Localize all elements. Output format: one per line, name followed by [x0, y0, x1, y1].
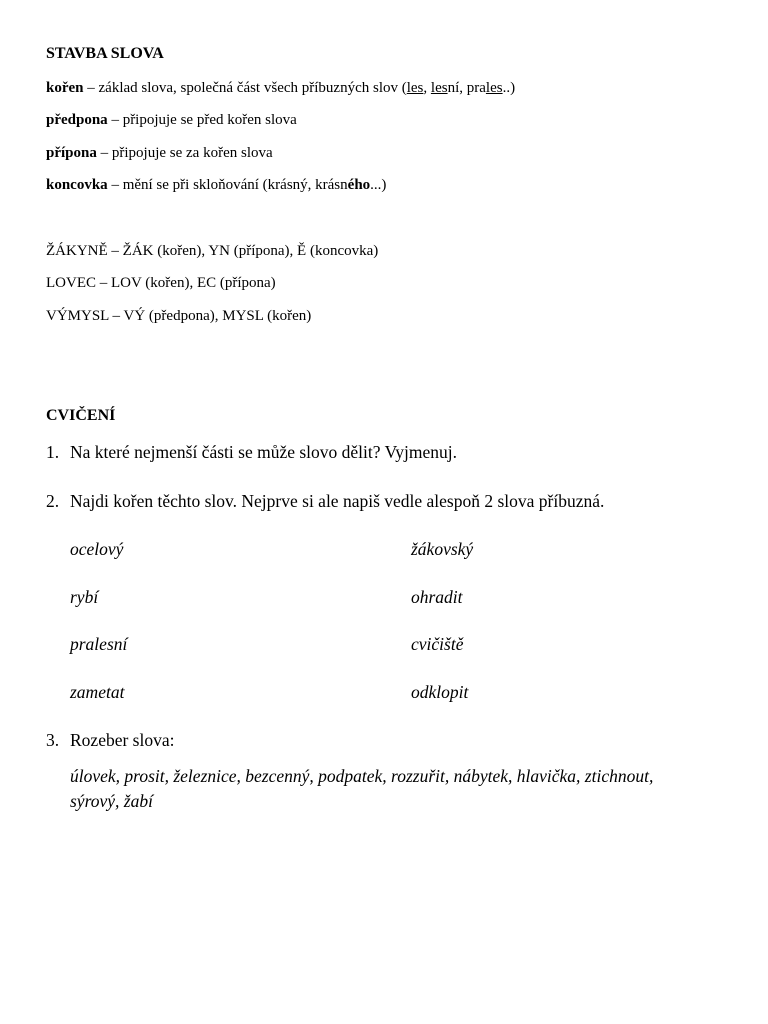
def-end: ...)	[370, 177, 387, 193]
separator: ,	[459, 80, 467, 96]
definition-predpona	[46, 112, 297, 129]
def-text: – připojuje se za kořen slova	[96, 145, 273, 161]
def-end: ..)	[502, 80, 516, 96]
example-prales-root: les	[485, 80, 503, 96]
question-2-text: Najdi kořen těchto slov. Nejprve si ale napiš vedle alespoň 2 slova příbuzná.	[70, 491, 605, 511]
word-item: žákovský	[411, 539, 474, 559]
example-line: ŽÁKYNĚ – ŽÁK (kořen), YN (přípona), Ě (koncovka)	[46, 243, 379, 259]
example-lesni-root: les	[430, 80, 448, 96]
term-pripona: přípona	[46, 145, 97, 161]
definition-koncovka	[46, 177, 386, 194]
definition-pripona	[46, 145, 273, 162]
words-to-analyze-line-1: úlovek, prosit, železnice, bezcenný, podpatek, rozzuřit, nábytek, hlavička, ztichnout,	[70, 766, 654, 786]
page-title: STAVBA SLOVA	[46, 45, 164, 62]
word-item: cvičiště	[411, 634, 464, 654]
example-line: LOVEC – LOV (kořen), EC (přípona)	[46, 275, 276, 291]
term-koren: kořen	[46, 80, 84, 96]
words-to-analyze-line-2: sýrový, žabí	[70, 791, 153, 811]
example-prales-prefix: pra	[466, 80, 486, 96]
question-3-text: Rozeber slova:	[70, 730, 175, 750]
definition-koren	[46, 80, 515, 97]
word-item: odklopit	[411, 682, 469, 702]
def-dash: –	[83, 80, 99, 96]
term-koncovka: koncovka	[46, 177, 108, 193]
example-line: VÝMYSL – VÝ (předpona), MYSL (kořen)	[46, 308, 312, 324]
word-item: ohradit	[411, 587, 463, 607]
question-number: 1.	[46, 442, 60, 462]
word-item: ocelový	[70, 539, 124, 559]
def-text: základ slova, společná část všech příbuzných slov (	[98, 80, 407, 96]
word-item: rybí	[70, 587, 99, 607]
question-1-text: Na které nejmenší části se může slovo dělit? Vyjmenuj.	[70, 442, 458, 462]
word-item: pralesní	[70, 634, 128, 654]
example-lesni-rest: ní	[447, 80, 460, 96]
question-number: 3.	[46, 730, 60, 750]
exercise-heading: CVIČENÍ	[46, 407, 116, 424]
def-text: – mění se při skloňování (krásný, krásn	[107, 177, 348, 193]
bold-ending: ého	[347, 177, 371, 193]
separator: ,	[423, 80, 431, 96]
question-number: 2.	[46, 491, 60, 511]
example-les: les	[406, 80, 424, 96]
word-item: zametat	[70, 682, 125, 702]
term-predpona: předpona	[46, 112, 108, 128]
def-text: – připojuje se před kořen slova	[107, 112, 297, 128]
